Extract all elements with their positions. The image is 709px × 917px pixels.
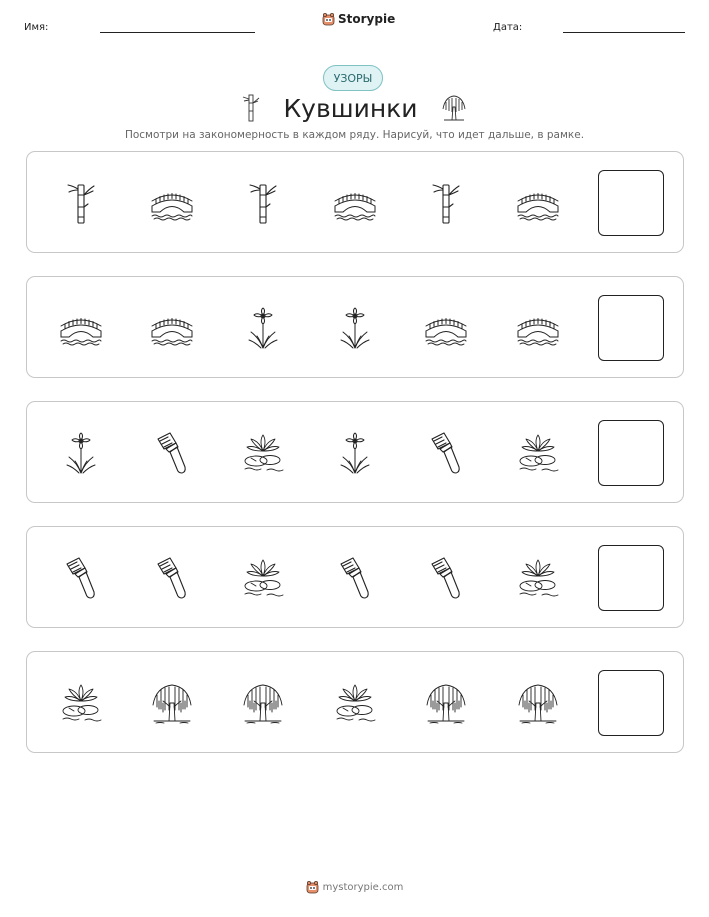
storypie-logo (322, 12, 395, 26)
water-lily-icon (514, 554, 562, 602)
footer (0, 880, 709, 894)
answer-box[interactable] (598, 170, 664, 236)
bamboo-icon (239, 179, 287, 227)
storypie-mascot-icon (322, 12, 335, 26)
bridge-icon (148, 304, 196, 352)
paintbrush-icon (422, 429, 470, 477)
willow-tree-icon (239, 679, 287, 727)
storypie-mascot-icon (306, 880, 319, 894)
date-field[interactable] (563, 32, 685, 33)
pattern-row-2 (26, 276, 684, 378)
name-label: Имя: (24, 22, 49, 33)
pattern-row-5 (26, 651, 684, 753)
paintbrush-icon (422, 554, 470, 602)
page-title: Кувшинки (283, 93, 418, 123)
instructions: Посмотри на закономерность в каждом ряду. Нарисуй, что идет дальше, в рамке. (124, 129, 585, 141)
narcissus-icon (57, 429, 105, 477)
answer-box[interactable] (598, 545, 664, 611)
bamboo-icon (57, 179, 105, 227)
willow-tree-icon (148, 679, 196, 727)
bridge-icon (514, 179, 562, 227)
paintbrush-icon (331, 554, 379, 602)
paintbrush-icon (148, 554, 196, 602)
water-lily-icon (331, 679, 379, 727)
bridge-icon (148, 179, 196, 227)
pattern-row-4 (26, 526, 684, 628)
answer-box[interactable] (598, 670, 664, 736)
willow-tree-icon (422, 679, 470, 727)
paintbrush-icon (57, 554, 105, 602)
logo-text: Storypie (338, 12, 396, 26)
answer-box[interactable] (598, 420, 664, 486)
name-field[interactable] (100, 32, 255, 33)
water-lily-icon (239, 429, 287, 477)
water-lily-icon (57, 679, 105, 727)
bridge-icon (514, 304, 562, 352)
paintbrush-icon (148, 429, 196, 477)
answer-box[interactable] (598, 295, 664, 361)
water-lily-icon (514, 429, 562, 477)
narcissus-icon (331, 429, 379, 477)
worksheet-type-badge: УЗОРЫ (323, 65, 383, 91)
willow-tree-icon (514, 679, 562, 727)
bamboo-icon (422, 179, 470, 227)
bridge-icon (57, 304, 105, 352)
pattern-row-1 (26, 151, 684, 253)
water-lily-icon (239, 554, 287, 602)
narcissus-icon (239, 304, 287, 352)
bamboo-icon (241, 93, 261, 123)
bridge-icon (422, 304, 470, 352)
bridge-icon (331, 179, 379, 227)
willow-tree-icon (440, 93, 468, 123)
footer-url: mystorypie.com (322, 881, 404, 893)
pattern-row-3 (26, 401, 684, 503)
date-label: Дата: (493, 22, 523, 33)
narcissus-icon (331, 304, 379, 352)
